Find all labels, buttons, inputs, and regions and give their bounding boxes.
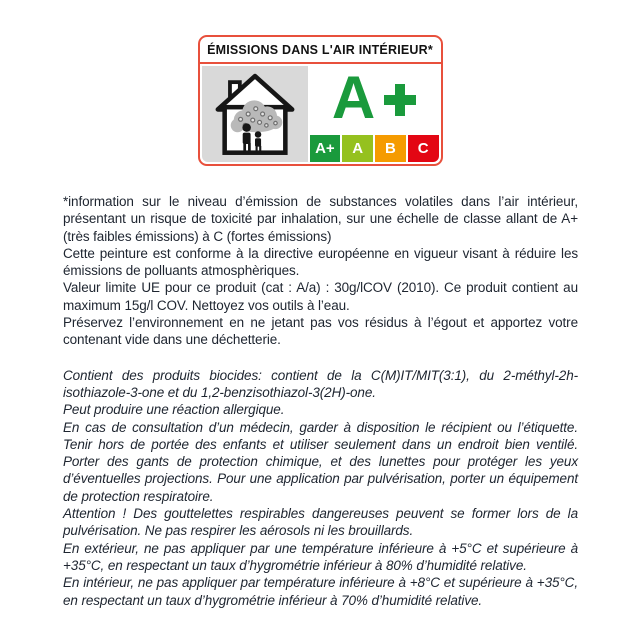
regulatory-line: Valeur limite UE pour ce produit (cat : A/a) : 30g/lCOV (2010). Ce produit contient au maximum 15g/l COV. Nettoyez vos outils à l’eau. — [63, 280, 578, 313]
safety-line: Peut produire une réaction allergique. — [63, 402, 285, 418]
grade-value — [310, 63, 439, 135]
emissions-air-label — [198, 35, 443, 166]
safety-paragraphs — [63, 367, 578, 609]
safety-line: Contient des produits biocides: contient de la C(M)IT/MIT(3:1), du 2-méthyl-2h-isothiazole-3-one et du 1,2-benzisothiazol-3(2H)-one. — [63, 367, 578, 400]
plus-icon — [384, 84, 416, 116]
regulatory-line: Préservez l’environnement en ne jetant pas vos résidus à l’égout et apportez votre contenant vide dans une déchetterie. — [63, 315, 578, 348]
rating-panel — [310, 63, 439, 162]
grade-letter: A — [331, 63, 376, 131]
scale-cell-a: A — [342, 135, 373, 162]
label-body — [200, 64, 441, 164]
safety-line: Attention ! Des gouttelettes respirables dangereuses peuvent se former lors de la pulvérisation. Ne pas respirer les aérosols ni les brouillards. — [63, 506, 578, 539]
label-text-block — [63, 193, 578, 609]
regulatory-paragraphs — [63, 245, 578, 349]
safety-line: En extérieur, ne pas appliquer par une température inférieure à +5°C et supérieure à +35°C, en respectant un taux d’hygrométrie inférieur à 80% d’humidité relative. — [63, 540, 578, 573]
house-family-air-icon — [209, 70, 301, 158]
safety-line: En cas de consultation d’un médecin, garder à disposition le récipient ou l’étiquette. Tenir hors de portée des enfants et utiliser seulement dans un endroit bien ventilé. Porter des gants de protection chimique, et des lunettes pour protéger les yeux d’éventuelles projections. Pour une application par pulvérisation, porter un équipement de protection respiratoire. — [63, 419, 578, 504]
label-title: ÉMISSIONS DANS L'AIR INTÉRIEUR* — [200, 37, 441, 64]
emission-scale — [310, 135, 439, 162]
scale-cell-c: C — [408, 135, 439, 162]
safety-line: En intérieur, ne pas appliquer par température inférieure à +8°C et supérieure à +35°C, en respectant un taux d’hygrométrie inférieur à 70% d’humidité relative. — [63, 575, 578, 608]
footnote-paragraph: *information sur le niveau d’émission de substances volatiles dans l’air intérieur, présentant un risque de toxicité par inhalation, sur une échelle de classe allant de A+ (très faibles émissions) à C (fortes émissions) — [63, 194, 578, 244]
house-panel — [202, 66, 308, 162]
scale-cell-a-plus: A+ — [310, 135, 341, 162]
regulatory-line: Cette peinture est conforme à la directive européenne en vigueur visant à réduire les émissions de polluants atmosphèriques. — [63, 245, 578, 279]
scale-cell-b: B — [375, 135, 406, 162]
